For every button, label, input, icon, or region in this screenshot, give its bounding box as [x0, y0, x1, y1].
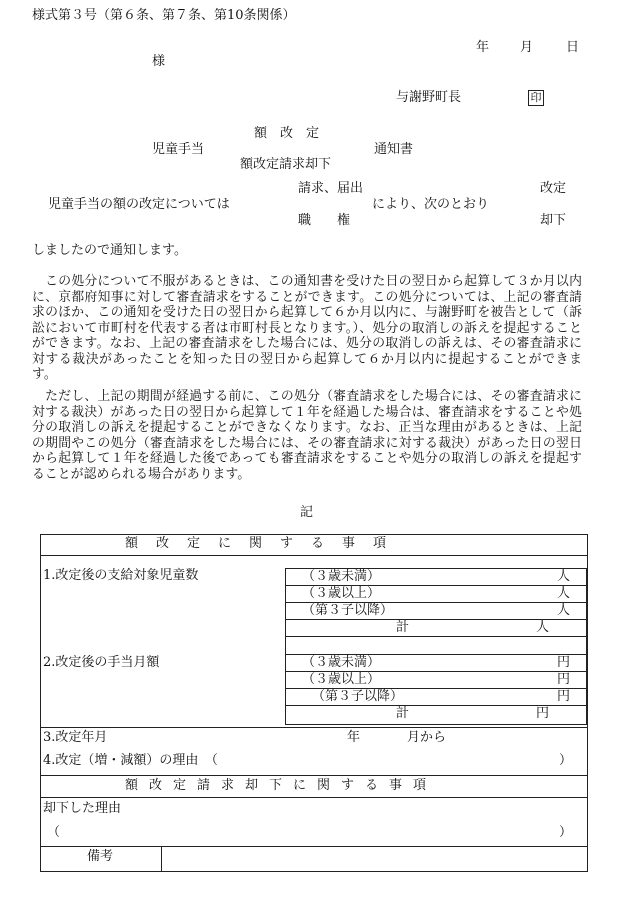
item3-month-from: 月から: [407, 730, 447, 745]
issuer-name: 与謝野町長: [396, 90, 462, 105]
form-number: 様式第３号（第６条、第７条、第10条関係）: [32, 8, 296, 23]
date-year: 年: [476, 40, 490, 55]
count-over3-unit: 人: [557, 586, 571, 601]
item3-year: 年: [347, 730, 361, 745]
rejection-close: ）: [559, 825, 573, 840]
count-third-child-label: （第３子以降）: [302, 603, 394, 618]
result-reject: 却下: [540, 213, 567, 228]
amount-over3-unit: 円: [557, 672, 571, 687]
amount-third-child-label: （第３子以降）: [312, 689, 404, 704]
amount-under3-label: （３歳未満）: [302, 655, 381, 670]
item3-label: 3.改定年月: [43, 730, 108, 745]
children-count-box: [285, 568, 587, 637]
details-table: [40, 534, 588, 872]
date-month: 月: [520, 40, 534, 55]
count-under3-unit: 人: [557, 569, 571, 584]
notice-closing: しましたので通知します。: [32, 243, 187, 258]
count-third-child-unit: 人: [557, 603, 571, 618]
amount-total-unit: 円: [536, 706, 550, 721]
count-total-label: 計: [396, 620, 410, 635]
addressee-suffix: 様: [152, 54, 166, 69]
revision-section-header: 額改定に関する事項: [125, 536, 405, 551]
notice-lead: 児童手当の額の改定については: [48, 197, 230, 212]
ki-label: 記: [300, 505, 314, 520]
basis-request: 請求、届出: [298, 181, 364, 196]
notice-middle: により、次のとおり: [372, 197, 490, 212]
basis-authority: 職 権: [298, 213, 351, 228]
amount-over3-label: （３歳以上）: [302, 672, 381, 687]
item1-label: 1.改定後の支給対象児童数: [43, 568, 199, 583]
result-revise: 改定: [540, 181, 567, 196]
seal-mark: [528, 90, 544, 106]
date-day: 日: [566, 40, 580, 55]
appeal-paragraph: この処分について不服があるときは、この通知書を受けた日の翌日から起算して３か月以内に、京都府知事に対して審査請求をすることができます。この処分については、上記の審査請求のほか、この通知を受けた日の翌日から起算して６か月以内に、与謝野町を被告として（訴訟において市町村を代表する者は市町村長となります。）、処分の取消しの訴えを提起することができます。なお、上記の審査請求をした場合には、処分の取消しの訴えは、その審査請求に対する裁決があったことを知った日の翌日から起算して６か月以内に提起することができます。: [32, 274, 582, 382]
count-over3-label: （３歳以上）: [302, 586, 381, 601]
item2-label: 2.改定後の手当月額: [43, 655, 160, 670]
remarks-label: 備考: [87, 849, 114, 864]
monthly-amount-box: [285, 637, 587, 725]
item4-close: ）: [559, 753, 573, 768]
item4-label: 4.改定（増・減額）の理由 （: [43, 753, 218, 768]
amount-third-child-unit: 円: [557, 689, 571, 704]
rejection-reason-label: 却下した理由: [43, 801, 122, 816]
title-option-revision: 額 改 定: [254, 126, 320, 141]
count-under3-label: （３歳未満）: [302, 569, 381, 584]
title-suffix: 通知書: [374, 142, 414, 157]
amount-total-label: 計: [396, 706, 410, 721]
count-total-unit: 人: [536, 620, 550, 635]
rejection-section-header: 額改定請求却下に関する事項: [125, 778, 438, 793]
amount-under3-unit: 円: [557, 655, 571, 670]
seal-icon: 印: [528, 90, 544, 106]
title-allowance: 児童手当: [152, 142, 205, 157]
title-option-rejection: 額改定請求却下: [240, 157, 332, 172]
limitation-paragraph: ただし、上記の期間が経過する前に、この処分（審査請求をした場合には、その審査請求に対する裁決）があった日の翌日から起算して１年を経過した場合は、審査請求をすることや処分の取消しの訴えを提起することができなくなります。なお、正当な理由があるときは、上記の期間やこの処分（審査請求をした場合には、その審査請求に対する裁決）があった日の翌日から起算して１年を経過した後であっても審査請求をすることや処分の取消しの訴えを提起することが認められる場合があります。: [32, 389, 582, 482]
rejection-open: （: [47, 825, 61, 840]
